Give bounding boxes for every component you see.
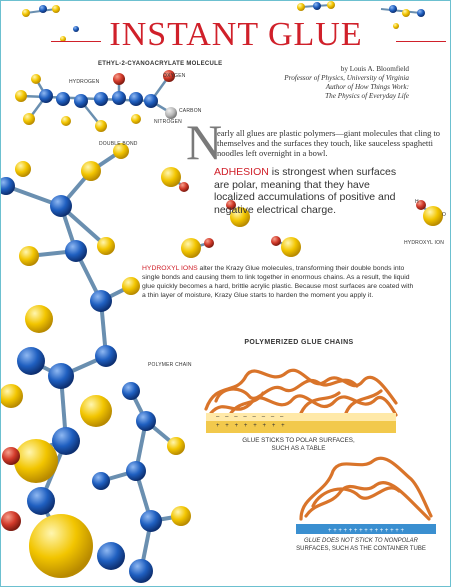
label-oxygen: OXYGEN [163,73,186,79]
polar-plus-signs: + + + + + + + + [216,423,285,429]
polar-caption-line2: SUCH AS A TABLE [271,445,326,452]
nonpolar-plus-signs: + + + + + + + + + + + + + + + [328,528,404,534]
byline-book-line2: The Physics of Everyday Life [325,92,409,100]
label-hydroxyl-h: H [415,199,419,205]
label-double-bond: DOUBLE BOND [99,141,138,147]
hydroxyl-paragraph [142,265,417,301]
byline-affiliation: Professor of Physics, University of Virginia [284,74,409,82]
adhesion-paragraph [214,166,409,216]
label-polymer-chain: POLYMER CHAIN [148,362,192,368]
drop-cap: N [186,114,223,170]
label-hydroxyl-ion: HYDROXYL ION [404,240,445,246]
title-rule-left [51,41,101,42]
intro-paragraph: early all glues are plastic polymers—giant molecules that cling to themselves and the surfaces they touch, like sauceless spaghetti noodles left overnight in a bowl. [217,128,441,158]
adhesion-text: is strongest when surfaces are polar, meaning that they have localized accumulations of positive and negative electrical charge. [214,166,397,216]
polar-minus-signs: – – – – – – – – [216,414,284,420]
label-hydrogen: HYDROGEN [69,79,100,85]
molecule-heading: ETHYL-2-CYANOACRYLATE MOLECULE [98,61,223,67]
polymerized-heading: POLYMERIZED GLUE CHAINS [244,339,354,346]
hydroxyl-keyword: HYDROXYL IONS [142,265,198,272]
nonpolar-surface-chains [301,458,431,519]
title-rule-right [396,41,446,42]
nonpolar-caption-line2: SURFACES, SUCH AS THE CONTAINER TUBE [296,546,426,552]
nonpolar-caption [271,537,451,553]
nonpolar-caption-line1: GLUE DOES NOT STICK TO NONPOLAR [304,538,418,544]
polar-caption-line1: GLUE STICKS TO POLAR SURFACES, [242,437,355,444]
label-nitrogen: NITROGEN [154,119,182,125]
polar-caption [201,437,396,453]
label-carbon: CARBON [179,108,202,114]
byline-book-line1: Author of How Things Work: [325,83,409,91]
page-title: INSTANT GLUE [105,15,367,55]
polar-surface-chains [206,370,396,415]
byline [239,65,409,101]
label-hydroxyl-o: O [442,212,447,218]
adhesion-keyword: ADHESION [214,166,269,178]
byline-author: by Louis A. Bloomfield [340,65,409,73]
hydroxyl-text: alter the Krazy Glue molecules, transforming their double bonds into single bonds and causing them to link together in enormous chains. As a result, the liquid glue quickly becomes a hard, brittle acrylic plastic. Because most surfaces are coated with a thin layer of moisture, Krazy Glue starts to harden the moment you apply it. [142,265,414,299]
